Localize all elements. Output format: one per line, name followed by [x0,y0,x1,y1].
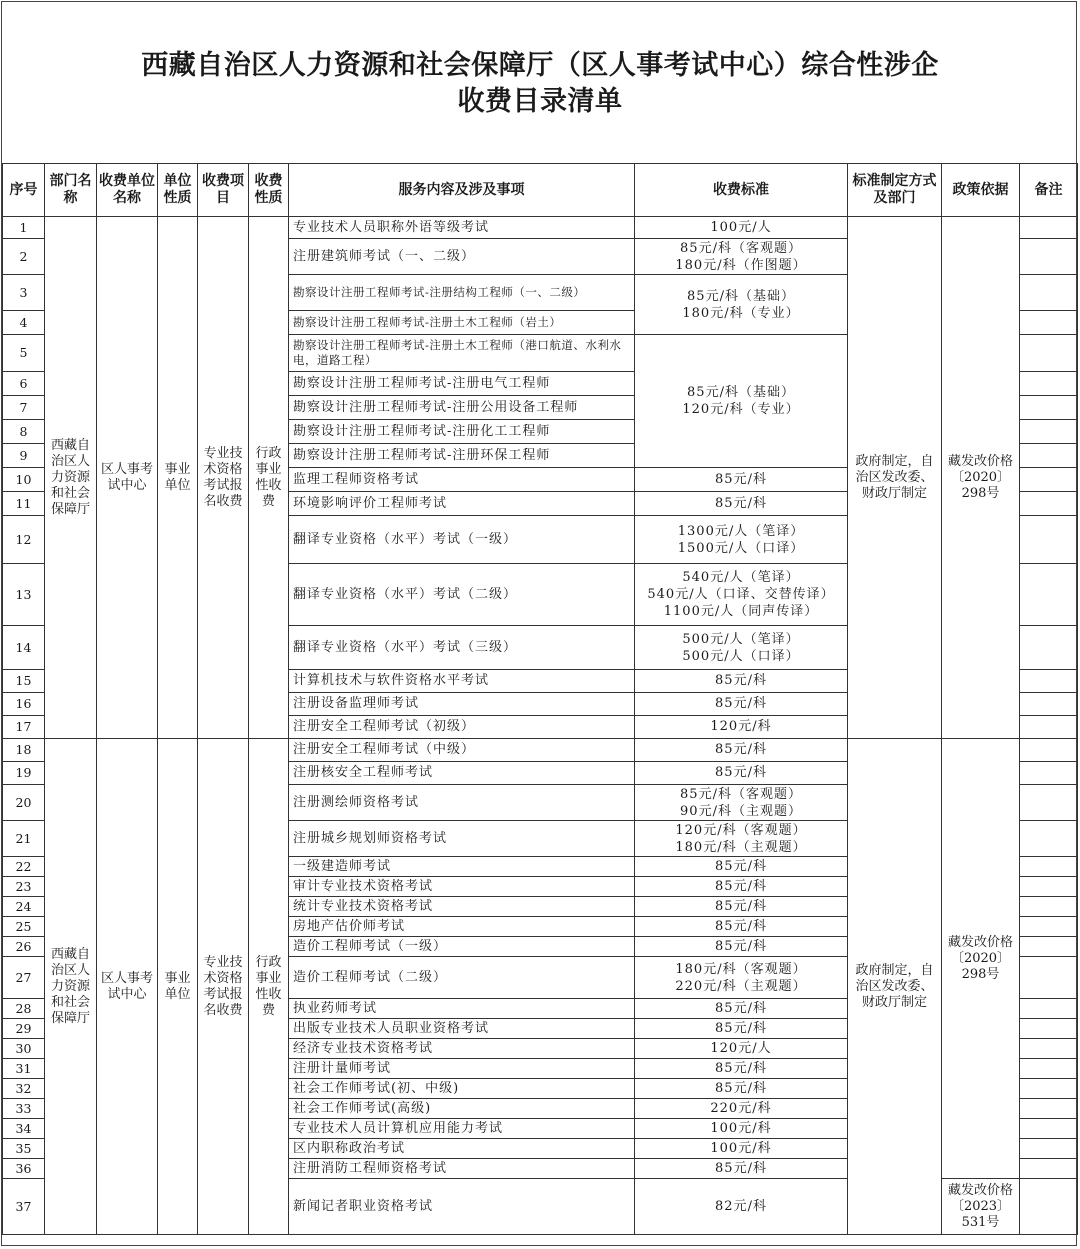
service-item: 房地产估价师考试 [289,917,635,937]
note-cell [1020,897,1078,917]
fee-line: 85元/科（客观题） [680,786,802,802]
row-number: 19 [3,762,45,785]
note-cell [1020,468,1078,492]
charge-type: 行政事业性收费 [249,739,289,1235]
fee-line: 540元/人（口译、交替传译） [647,587,835,602]
fee-line: 85元/科（客观题） [680,240,802,256]
row-number: 14 [3,626,45,670]
note-cell [1020,739,1078,762]
header-dept: 部门名称 [45,164,97,217]
fee-standard: 85元/科 [635,1159,848,1179]
service-item: 勘察设计注册工程师考试-注册电气工程师 [289,372,635,396]
row-number: 4 [3,311,45,335]
row-number: 7 [3,396,45,420]
row-number: 23 [3,877,45,897]
service-item: 注册设备监理师考试 [289,693,635,716]
note-cell [1020,1039,1078,1059]
fee-standard: 100元/科 [635,1119,848,1139]
header-fee: 收费标准 [635,164,848,217]
fee-standard [635,785,848,821]
row-number: 29 [3,1019,45,1039]
fee-line: 85元/科（基础） [687,385,795,400]
service-item: 勘察设计注册工程师考试-注册化工工程师 [289,420,635,444]
note-cell [1020,716,1078,739]
note-cell [1020,762,1078,785]
note-cell [1020,275,1078,311]
fee-standard: 120元/人 [635,1039,848,1059]
fee-standard: 100元/人 [635,217,848,239]
fee-standard: 85元/科 [635,999,848,1019]
row-number: 26 [3,937,45,957]
service-item: 翻译专业资格（水平）考试（二级） [289,564,635,626]
row-number: 5 [3,335,45,372]
note-cell [1020,999,1078,1019]
header-project: 收费项目 [198,164,249,217]
row-number: 3 [3,275,45,311]
fee-standard [635,821,848,857]
service-item: 专业技术人员职称外语等级考试 [289,217,635,239]
fee-standard: 85元/科 [635,877,848,897]
fee-standard: 100元/科 [635,1139,848,1159]
note-cell [1020,372,1078,396]
row-number: 8 [3,420,45,444]
fee-line: 180元/科（作图题） [675,257,807,273]
note-cell [1020,311,1078,335]
policy-basis: 藏发改价格〔2023〕531号 [942,1179,1020,1235]
service-item: 社会工作师考试(高级) [289,1099,635,1119]
service-item: 翻译专业资格（水平）考试（三级） [289,626,635,670]
note-cell [1020,1079,1078,1099]
page-title [0,48,1080,120]
fee-line: 1500元/人（口译） [677,540,805,556]
table-row [3,739,1078,762]
fee-table [2,163,1078,1235]
note-cell [1020,1099,1078,1119]
service-item: 一级建造师考试 [289,857,635,877]
fee-standard: 220元/科 [635,1099,848,1119]
service-item: 执业药师考试 [289,999,635,1019]
fee-standard: 85元/科 [635,693,848,716]
fee-standard [635,564,848,626]
row-number: 16 [3,693,45,716]
fee-standard: 85元/科 [635,917,848,937]
fee-standard: 85元/科 [635,670,848,693]
row-number: 2 [3,239,45,275]
service-item: 环境影响评价工程师考试 [289,492,635,516]
fee-standard [635,239,848,275]
fee-line: 500元/人（笔译） [682,631,800,647]
note-cell [1020,1159,1078,1179]
fee-standard: 85元/科 [635,1059,848,1079]
fee-line: 1300元/人（笔译） [677,523,805,539]
row-number: 15 [3,670,45,693]
service-item: 出版专业技术人员职业资格考试 [289,1019,635,1039]
row-number: 34 [3,1119,45,1139]
row-number: 18 [3,739,45,762]
policy-basis: 藏发改价格〔2020〕298号 [942,739,1020,1179]
row-number: 1 [3,217,45,239]
fee-standard [635,516,848,564]
note-cell [1020,626,1078,670]
fee-standard: 85元/科 [635,739,848,762]
fee-standard [635,335,848,468]
title-line-1: 西藏自治区人力资源和社会保障厅（区人事考试中心）综合性涉企 [141,50,939,81]
row-number: 24 [3,897,45,917]
service-item: 勘察设计注册工程师考试-注册结构工程师（一、二级） [289,275,635,311]
service-item: 专业技术人员计算机应用能力考试 [289,1119,635,1139]
fee-standard: 85元/科 [635,857,848,877]
note-cell [1020,821,1078,857]
service-item: 勘察设计注册工程师考试-注册公用设备工程师 [289,396,635,420]
service-item: 翻译专业资格（水平）考试（一级） [289,516,635,564]
row-number: 10 [3,468,45,492]
dept-name: 西藏自治区人力资源和社会保障厅 [45,739,97,1235]
service-item: 统计专业技术资格考试 [289,897,635,917]
note-cell [1020,335,1078,372]
service-item: 监理工程师资格考试 [289,468,635,492]
service-item: 注册建筑师考试（一、二级） [289,239,635,275]
note-cell [1020,1139,1078,1159]
service-item: 注册安全工程师考试（中级） [289,739,635,762]
fee-standard: 85元/科 [635,492,848,516]
fee-line: 180元/科（客观题） [675,961,807,977]
fee-project: 专业技术资格考试报名收费 [198,217,249,739]
fee-line: 180元/科（主观题） [675,839,807,855]
note-cell [1020,396,1078,420]
fee-standard: 85元/科 [635,937,848,957]
fee-standard [635,275,848,335]
header-charge-type: 收费性质 [249,164,289,217]
fee-line: 90元/科（主观题） [680,803,802,819]
standard-method: 政府制定，自治区发改委、财政厅制定 [848,217,942,739]
header-policy: 政策依据 [942,164,1020,217]
fee-line: 1100元/人（同声传译） [663,604,819,619]
note-cell [1020,492,1078,516]
service-item: 社会工作师考试(初、中级) [289,1079,635,1099]
header-nature: 单位性质 [158,164,198,217]
row-number: 21 [3,821,45,857]
header-unit: 收费单位名称 [97,164,158,217]
row-number: 27 [3,957,45,999]
service-item: 审计专业技术资格考试 [289,877,635,897]
note-cell [1020,420,1078,444]
row-number: 36 [3,1159,45,1179]
service-item: 经济专业技术资格考试 [289,1039,635,1059]
note-cell [1020,857,1078,877]
note-cell [1020,239,1078,275]
fee-project: 专业技术资格考试报名收费 [198,739,249,1235]
fee-standard: 82元/科 [635,1179,848,1235]
service-item: 勘察设计注册工程师考试-注册环保工程师 [289,444,635,468]
fee-standard: 85元/科 [635,1079,848,1099]
note-cell [1020,693,1078,716]
row-number: 20 [3,785,45,821]
note-cell [1020,670,1078,693]
header-service: 服务内容及涉及事项 [289,164,635,217]
header-seq: 序号 [3,164,45,217]
service-item: 注册测绘师资格考试 [289,785,635,821]
row-number: 13 [3,564,45,626]
dept-name: 西藏自治区人力资源和社会保障厅 [45,217,97,739]
fee-line: 500元/人（口译） [682,648,800,664]
row-number: 28 [3,999,45,1019]
standard-method: 政府制定，自治区发改委、财政厅制定 [848,739,942,1235]
row-number: 25 [3,917,45,937]
fee-standard: 85元/科 [635,897,848,917]
service-item: 造价工程师考试（二级） [289,957,635,999]
note-cell [1020,1179,1078,1235]
service-item: 勘察设计注册工程师考试-注册土木工程师（港口航道、水利水电，道路工程） [289,335,635,372]
row-number: 12 [3,516,45,564]
header-standard: 标准制定方式及部门 [848,164,942,217]
unit-name: 区人事考试中心 [97,739,158,1235]
note-cell [1020,564,1078,626]
fee-standard: 120元/科 [635,716,848,739]
fee-line: 540元/人（笔译） [682,570,800,585]
row-number: 9 [3,444,45,468]
policy-basis: 藏发改价格〔2020〕298号 [942,217,1020,739]
service-item: 造价工程师考试（一级） [289,937,635,957]
row-number: 33 [3,1099,45,1119]
note-cell [1020,444,1078,468]
row-number: 17 [3,716,45,739]
note-cell [1020,516,1078,564]
note-cell [1020,937,1078,957]
title-line-2: 收费目录清单 [457,86,623,117]
charge-type: 行政事业性收费 [249,217,289,739]
unit-nature: 事业单位 [158,217,198,739]
fee-standard [635,957,848,999]
service-item: 勘察设计注册工程师考试-注册土木工程师（岩土） [289,311,635,335]
fee-line: 85元/科（基础） [687,288,795,304]
note-cell [1020,1119,1078,1139]
service-item: 新闻记者职业资格考试 [289,1179,635,1235]
service-item: 注册城乡规划师资格考试 [289,821,635,857]
header-note: 备注 [1020,164,1078,217]
row-number: 35 [3,1139,45,1159]
fee-standard: 85元/科 [635,1019,848,1039]
fee-standard: 85元/科 [635,762,848,785]
service-item: 区内职称政治考试 [289,1139,635,1159]
table-row [3,217,1078,239]
row-number: 22 [3,857,45,877]
service-item: 注册安全工程师考试（初级） [289,716,635,739]
unit-nature: 事业单位 [158,739,198,1235]
service-item: 注册消防工程师资格考试 [289,1159,635,1179]
header-row [3,164,1078,217]
row-number: 6 [3,372,45,396]
note-cell [1020,917,1078,937]
fee-line: 220元/科（主观题） [675,978,807,994]
fee-line: 180元/科（专业） [682,305,800,321]
fee-standard: 85元/科 [635,468,848,492]
unit-name: 区人事考试中心 [97,217,158,739]
row-number: 31 [3,1059,45,1079]
fee-line: 120元/科（专业） [682,402,800,417]
row-number: 11 [3,492,45,516]
note-cell [1020,785,1078,821]
note-cell [1020,1019,1078,1039]
service-item: 注册核安全工程师考试 [289,762,635,785]
note-cell [1020,957,1078,999]
row-number: 32 [3,1079,45,1099]
note-cell [1020,217,1078,239]
note-cell [1020,877,1078,897]
service-item: 注册计量师考试 [289,1059,635,1079]
note-cell [1020,1059,1078,1079]
fee-line: 120元/科（客观题） [675,822,807,838]
service-item: 计算机技术与软件资格水平考试 [289,670,635,693]
row-number: 37 [3,1179,45,1235]
fee-standard [635,626,848,670]
row-number: 30 [3,1039,45,1059]
